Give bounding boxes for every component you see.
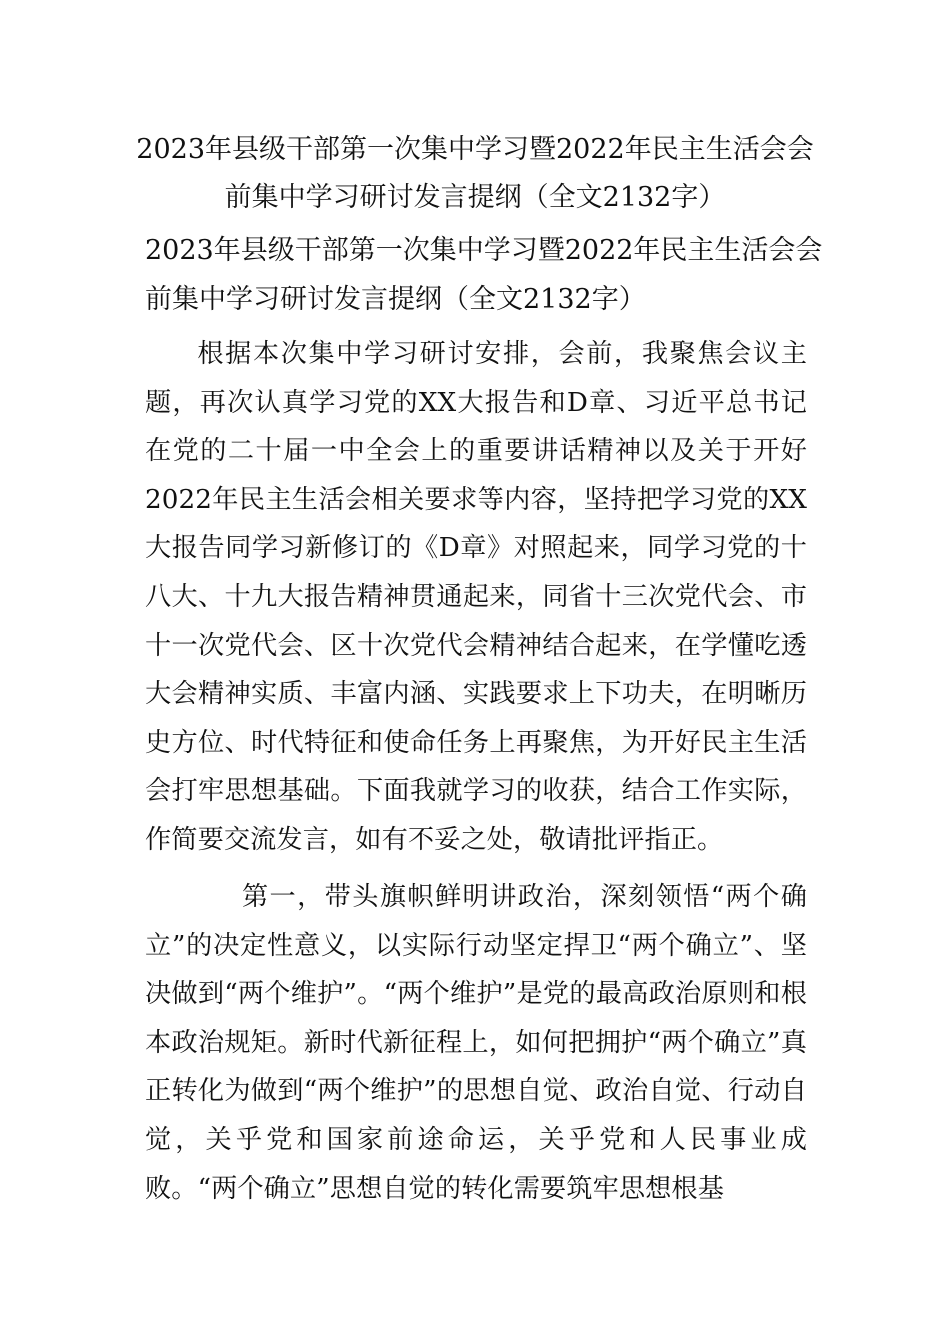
body-paragraph-intro: 根据本次集中学习研讨安排，会前，我聚焦会议主题，再次认真学习党的XX大报告和D章、习近平总书记在党的二十届一中全会上的重要讲话精神以及关于开好2022年民主生活会相关要求等内容，坚持把学习党的XX大报告同学习新修订的《D章》对照起来，同学习党的十八大、十九大报告精神贯通起来，同省十三次党代会、市十一次党代会、区十次党代会精神结合起来，在学懂吃透大会精神实质、丰富内涵、实践要求上下功夫，在明晰历史方位、时代特征和使命任务上再聚焦，为开好民主生活会打牢思想基础。下面我就学习的收获，结合工作实际，作简要交流发言，如有不妥之处，敬请批评指正。 [145, 339, 807, 855]
document-title-line-2: 前集中学习研讨发言提纲（全文2132字） [145, 284, 646, 315]
header-title-line-2: 前集中学习研讨发言提纲（全文2132字） [224, 182, 726, 213]
document-title-line-1: 2023年县级干部第一次集中学习暨2022年民主生活会会 [145, 235, 823, 266]
body-paragraph-first-point: 第一，带头旗帜鲜明讲政治，深刻领悟“两个确立”的决定性意义，以实际行动坚定捍卫“两个确立”、坚决做到“两个维护”。“两个维护”是党的最高政治原则和根本政治规矩。新时代新征程上，如何把拥护“两个确立”真正转化为做到“两个维护”的思想自觉、政治自觉、行动自觉，关乎党和国家前途命运，关乎党和人民事业成败。“两个确立”思想自觉的转化需要筑牢思想根基 [145, 882, 807, 1204]
header-title-line-1: 2023年县级干部第一次集中学习暨2022年民主生活会会 [136, 134, 814, 165]
